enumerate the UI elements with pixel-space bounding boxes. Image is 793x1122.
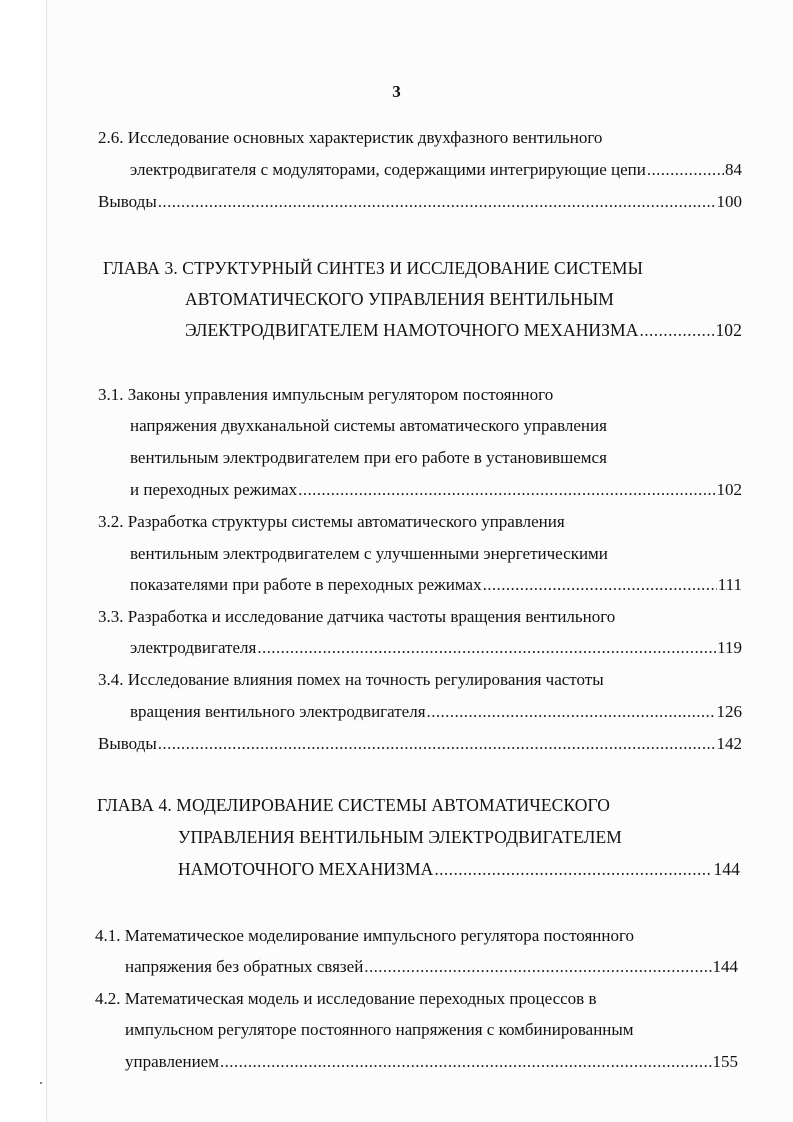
leader-dots: [639, 318, 714, 342]
toc-entry-4-1-line2[interactable]: напряжения без обратных связей ..... 144: [125, 955, 738, 979]
toc-entry-4-2-line3[interactable]: управлением ..... 155: [125, 1050, 738, 1074]
page-number: 3: [392, 82, 401, 101]
toc-page-number: 126: [716, 702, 742, 721]
toc-entry-conclusions-3[interactable]: Выводы ..... 142: [98, 732, 742, 756]
toc-page-number: 155: [712, 1052, 738, 1071]
toc-entry-conclusions-2[interactable]: Выводы ..... 100: [98, 190, 742, 214]
toc-entry-3-1-line1: 3.1. Законы управления импульсным регулятором постоянного: [98, 385, 554, 404]
leader-dots: [220, 1050, 712, 1074]
leader-dots: [483, 573, 717, 597]
toc-entry-3-1-line2: напряжения двухканальной системы автоматического управления: [130, 416, 607, 435]
toc-entry-4-2-line2: импульсном регуляторе постоянного напряжения с комбинированным: [125, 1020, 634, 1039]
toc-chapter-3-line3[interactable]: ЭЛЕКТРОДВИГАТЕЛЕМ НАМОТОЧНОГО МЕХАНИЗМА ..... 102: [185, 318, 742, 342]
toc-entry-4-2-line1: 4.2. Математическая модель и исследование переходных процессов в: [95, 989, 597, 1008]
toc-entry-3-4-line2[interactable]: вращения вентильного электродвигателя ..... 126: [130, 700, 742, 724]
toc-entry-3-1-line3: вентильным электродвигателем при его работе в установившемся: [130, 448, 607, 467]
toc-page-number: 102: [715, 320, 742, 340]
leader-dots: [647, 158, 724, 182]
toc-entry-3-2-line1: 3.2. Разработка структуры системы автоматического управления: [98, 512, 565, 531]
leader-dots: [158, 190, 716, 214]
leader-dots: [427, 700, 716, 724]
toc-chapter-3-line2: АВТОМАТИЧЕСКОГО УПРАВЛЕНИЯ ВЕНТИЛЬНЫМ: [185, 289, 614, 309]
toc-entry-4-1-line1: 4.1. Математическое моделирование импульсного регулятора постоянного: [95, 926, 635, 945]
toc-entry-2-6-line2[interactable]: электродвигателя с модуляторами, содержащими интегрирующие цепи ..... 84: [130, 158, 742, 182]
leader-dots: [434, 857, 712, 881]
toc-entry-3-2-line2: вентильным электродвигателем с улучшенными энергетическими: [130, 544, 608, 563]
toc-entry-3-4-line1: 3.4. Исследование влияния помех на точность регулирования частоты: [98, 670, 604, 689]
leader-dots: [257, 636, 716, 660]
toc-chapter-3-line1: ГЛАВА 3. СТРУКТУРНЫЙ СИНТЕЗ И ИССЛЕДОВАНИЕ СИСТЕМЫ: [103, 258, 643, 278]
toc-chapter-4-line1: ГЛАВА 4. МОДЕЛИРОВАНИЕ СИСТЕМЫ АВТОМАТИЧЕСКОГО: [97, 795, 611, 815]
toc-page-number: 144: [713, 859, 740, 879]
toc-entry-3-2-line3[interactable]: показателями при работе в переходных режимах ..... 111: [130, 573, 742, 597]
toc-entry-2-6-line1: 2.6. Исследование основных характеристик двухфазного вентильного: [98, 128, 603, 147]
toc-page-number: 144: [712, 957, 738, 976]
toc-page-number: 119: [717, 638, 742, 657]
scan-speck: [40, 1082, 42, 1084]
toc-page-number: 142: [716, 734, 742, 753]
leader-dots: [364, 955, 711, 979]
toc-entry-3-3-line2[interactable]: электродвигателя ..... 119: [130, 636, 742, 660]
toc-page-number: 111: [717, 575, 742, 594]
toc-page-number: 102: [716, 480, 742, 499]
leader-dots: [158, 732, 716, 756]
leader-dots: [298, 478, 715, 502]
toc-page-number: 84: [725, 160, 742, 179]
toc-entry-3-1-line4[interactable]: и переходных режимах ..... 102: [130, 478, 742, 502]
toc-entry-3-3-line1: 3.3. Разработка и исследование датчика частоты вращения вентильного: [98, 607, 616, 626]
toc-chapter-4-line3[interactable]: НАМОТОЧНОГО МЕХАНИЗМА ..... 144: [178, 857, 740, 881]
toc-chapter-4-line2: УПРАВЛЕНИЯ ВЕНТИЛЬНЫМ ЭЛЕКТРОДВИГАТЕЛЕМ: [178, 827, 622, 847]
toc-page-number: 100: [716, 192, 742, 211]
